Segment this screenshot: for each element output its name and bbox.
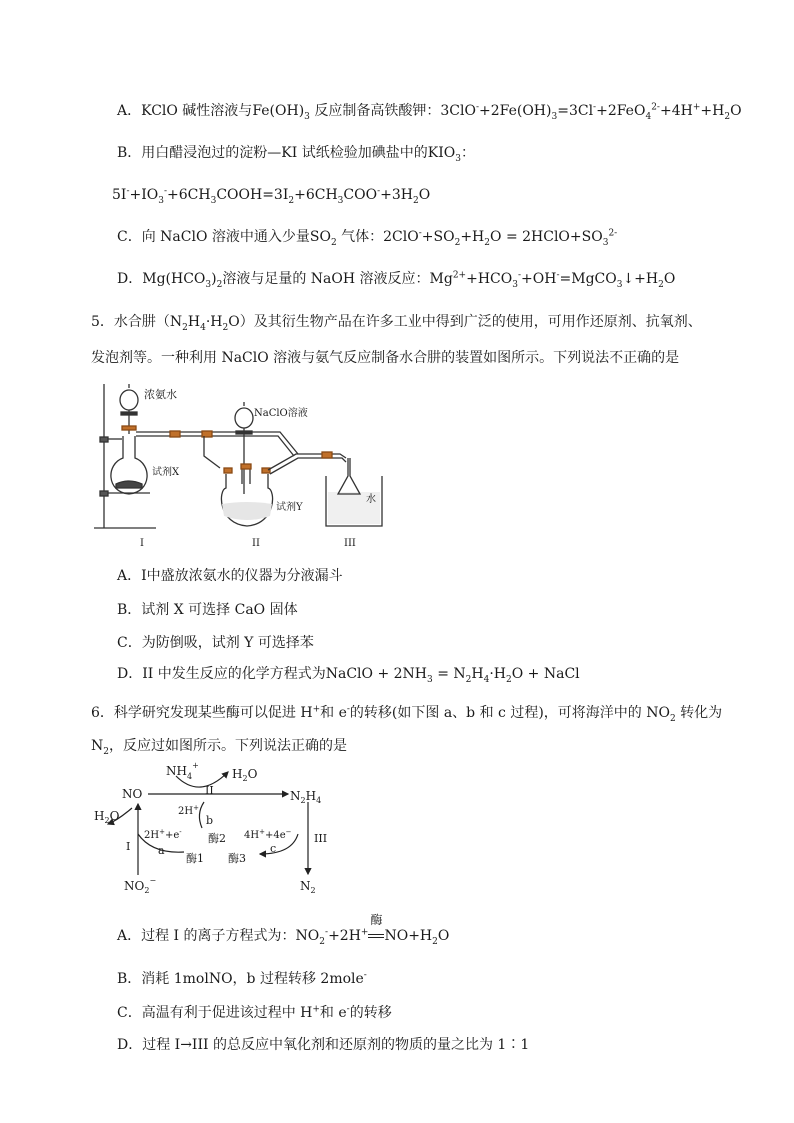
enzyme-cycle-diagram <box>92 762 362 898</box>
option-5b: B．试剂 X 可选择 CaO 固体 <box>117 602 298 618</box>
option-5a: A．Ⅰ中盛放浓氨水的仪器为分液漏斗 <box>117 568 343 584</box>
label-apparatus-ii: II <box>252 538 260 548</box>
process-c-label: c <box>270 842 277 855</box>
option-4b: B．用白醋浸泡过的淀粉—KI 试纸检验加碘盐中的$KIO_3$： <box>117 145 475 164</box>
two-h-label: 2H+ <box>178 804 199 817</box>
process-i-label: I <box>126 840 131 853</box>
question-5-stem-line1: 5．水合肼$(N_2H_4\cdot H_2O)$及其衍生物产品在许多工业中得到广泛的使用，可用作还原剂、抗氧剂、 <box>91 314 702 333</box>
label-naclo: NaClO溶液 <box>254 408 308 419</box>
label-reagent-y: 试剂Y <box>276 502 303 513</box>
label-apparatus-iii: III <box>344 538 356 548</box>
nh4-label: $NH_4^+$ <box>166 762 199 781</box>
option-6a: A．过程 I 的离子方程式为：$NO_2^-+2H^+$ 酶 $NO+H_2O$ <box>117 913 450 947</box>
process-a-label: a <box>158 844 165 857</box>
question-6-stem-line1: 6．科学研究发现某些酶可以促进 H+和 e-的转移(如下图 a、b 和 c 过程)，可将海洋中的 $NO_2$ 转化为 <box>91 704 723 724</box>
label-apparatus-i: I <box>140 538 144 548</box>
option-6b: B．消耗 1molNO，b 过程转移 2mole- <box>117 970 367 987</box>
enzyme-1-label: 酶1 <box>186 852 204 865</box>
no2-label: $NO_2^-$ <box>124 876 157 895</box>
label-water: 水 <box>366 494 376 505</box>
h2o-left-label: $H_2O$ <box>94 809 120 825</box>
n2-label: $N_2$ <box>300 879 316 895</box>
process-b-label: b <box>206 814 214 827</box>
n2h4-label: $N_2H_4$ <box>290 789 322 805</box>
enzyme-3-label: 酶3 <box>228 852 246 865</box>
option-4d: D．$Mg(HCO_3)_2$溶液与足量的 NaOH 溶液反应：$Mg^{2+}+HCO_3^-+OH^-=MgCO_3↓+H_2O$ <box>117 270 676 290</box>
process-ii-label: II <box>205 784 214 797</box>
apparatus-figure <box>92 376 392 548</box>
h-e-label: 2H++e- <box>144 828 182 841</box>
option-4c: C．向 NaClO 溶液中通入少量$SO_2$ 气体：$2ClO^-+SO_2+H_2O$ = $2HClO+SO_3^{2-}$ <box>117 228 618 248</box>
option-5c: C．为防倒吸，试剂 Y 可选择苯 <box>117 635 314 651</box>
question-5-stem-line2: 发泡剂等。一种利用 NaClO 溶液与氨气反应制备水合肼的装置如图所示。下列说法不正确的是 <box>91 350 680 366</box>
option-6d: D．过程 I→III 的总反应中氧化剂和还原剂的物质的量之比为 1∶1 <box>117 1037 530 1053</box>
option-6c: C．高温有利于促进该过程中 H+和 e-的转移 <box>117 1004 392 1021</box>
h2o-top-label: $H_2O$ <box>232 767 258 783</box>
four-h-label: 4H++4e− <box>244 828 292 841</box>
option-4a: A．KClO 碱性溶液与$Fe(OH)_3$ 反应制备高铁酸钾：$3ClO^-+2Fe(OH)_3=3Cl^-+2FeO_4^{2-}+4H^++H_2O$ <box>117 102 742 122</box>
option-4b-equation: $5I^-+IO_3^-+6CH_3COOH=3I_2+6CH_3COO^-+3H_2O$ <box>112 186 431 206</box>
label-ammonia: 浓氨水 <box>144 388 177 401</box>
question-6-stem-line2: $N_2$，反应过如图所示。下列说法正确的是 <box>91 738 347 757</box>
enzyme-condition: 酶 <box>368 926 384 946</box>
option-5d: D．II 中发生反应的化学方程式为NaClO + $2NH_3 = N_2H_4\cdot H_2O$ + NaCl <box>117 666 580 685</box>
label-reagent-x: 试剂X <box>152 467 180 478</box>
no-label: NO <box>122 787 143 801</box>
process-iii-label: III <box>314 832 328 845</box>
enzyme-2-label: 酶2 <box>208 832 226 845</box>
